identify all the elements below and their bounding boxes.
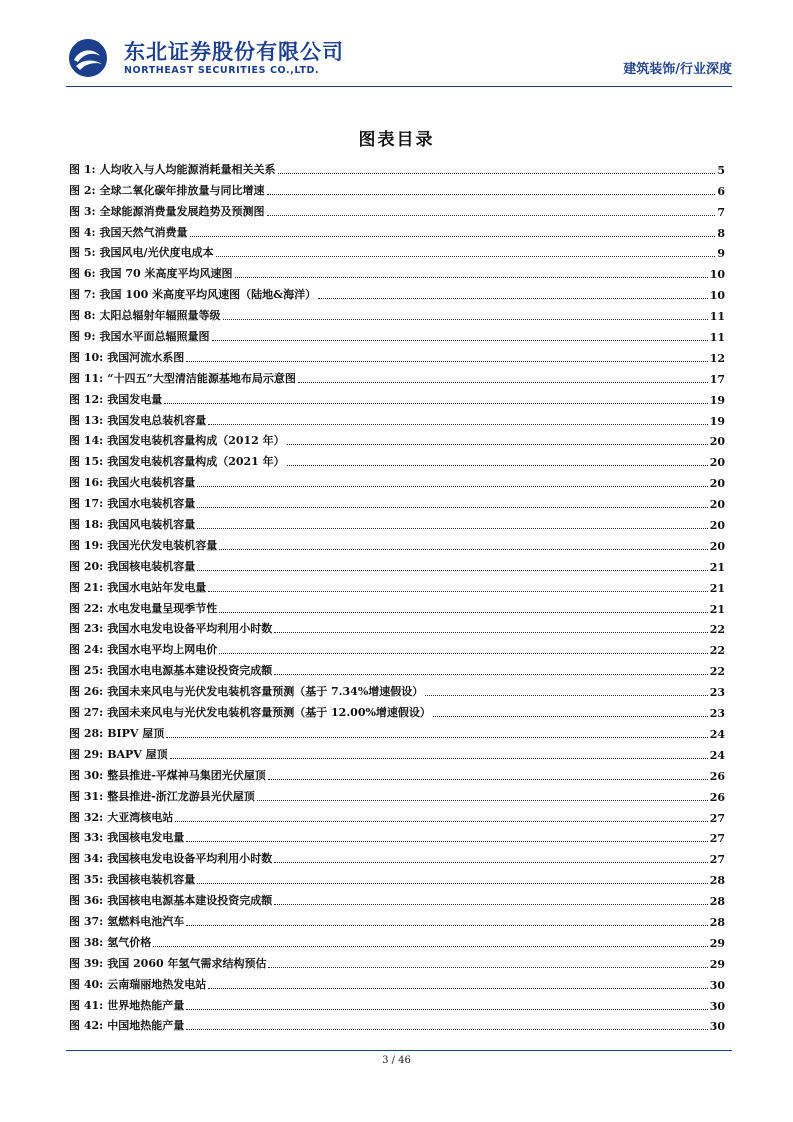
toc-entry-title: 我国水平面总辐照量图 [99, 330, 210, 344]
toc-entry[interactable] [69, 281, 725, 302]
toc-entry[interactable] [69, 699, 725, 720]
toc-entry-number: 图 30: [69, 768, 104, 782]
toc-entry[interactable] [69, 804, 725, 825]
toc-entry-title: 我国河流水系图 [107, 350, 185, 364]
toc-entry-page: 22 [709, 644, 725, 658]
toc-entry-number: 图 24: [69, 643, 104, 657]
toc-entry-page: 28 [709, 915, 725, 929]
toc-dot-leader [274, 632, 707, 633]
toc-entry-title: 云南瑞丽地热发电站 [107, 977, 207, 991]
toc-entry-number: 图 35: [69, 873, 104, 887]
toc-entry[interactable] [69, 240, 725, 261]
toc-entry-page: 20 [709, 477, 725, 491]
toc-dot-leader [197, 883, 707, 884]
toc-entry[interactable] [69, 156, 725, 177]
toc-dot-leader [164, 403, 707, 404]
toc-dot-leader [216, 256, 716, 257]
toc-entry[interactable] [69, 198, 725, 219]
toc-entry-number: 图 15: [69, 455, 104, 469]
toc-dot-leader [170, 758, 708, 759]
toc-entry-number: 图 41: [69, 998, 104, 1012]
toc-entry-title: 大亚湾核电站 [107, 810, 174, 824]
toc-dot-leader [197, 486, 707, 487]
toc-dot-leader [212, 340, 708, 341]
toc-entry[interactable] [69, 219, 725, 240]
toc-entry-number: 图 6: [69, 267, 96, 281]
toc-entry-page: 10 [709, 268, 725, 282]
toc-entry-title: 我国核电装机容量 [107, 559, 196, 573]
toc-entry-page: 5 [717, 163, 725, 177]
toc-entry-number: 图 17: [69, 497, 104, 511]
toc-entry-number: 图 12: [69, 392, 104, 406]
toc-entry-page: 20 [709, 435, 725, 449]
toc-entry-title: 全球能源消费量发展趋势及预测图 [99, 204, 265, 218]
toc-entry[interactable] [69, 929, 725, 950]
toc-entry-number: 图 3: [69, 204, 96, 218]
toc-entry-number: 图 14: [69, 434, 104, 448]
toc-entry-title: 我国核电发电设备平均利用小时数 [107, 852, 273, 866]
toc-dot-leader [208, 591, 707, 592]
toc-entry-page: 6 [717, 184, 725, 198]
toc-dot-leader [186, 361, 707, 362]
toc-entry-page: 11 [709, 310, 725, 324]
toc-entry-title: “十四五”大型清洁能源基地布局示意图 [107, 371, 296, 385]
toc-entry[interactable] [69, 553, 725, 574]
toc-entry-page: 20 [709, 519, 725, 533]
company-name-cn: 东北证券股份有限公司 [124, 40, 344, 64]
toc-entry-number: 图 31: [69, 789, 104, 803]
toc-entry[interactable] [69, 386, 725, 407]
toc-title: 图表目录 [358, 130, 435, 150]
toc-entry-number: 图 26: [69, 685, 104, 699]
toc-entry-number: 图 7: [69, 288, 96, 302]
toc-entry-page: 17 [709, 372, 725, 386]
toc-entry-title: 我国发电量 [107, 392, 163, 406]
toc-entry-title: 我国火电装机容量 [107, 476, 196, 490]
toc-entry-number: 图 8: [69, 309, 96, 323]
toc-entry[interactable] [69, 992, 725, 1013]
toc-entry-title: 整县推进-平煤神马集团光伏屋顶 [107, 768, 266, 782]
toc-dot-leader [274, 904, 707, 905]
toc-entry-number: 图 18: [69, 518, 104, 532]
toc-entry-title: 氢气价格 [107, 935, 152, 949]
toc-entry-page: 30 [709, 1020, 725, 1034]
toc-entry[interactable] [69, 783, 725, 804]
page-number: 3 / 46 [382, 1055, 411, 1066]
toc-entry-number: 图 33: [69, 831, 104, 845]
toc-entry-page: 20 [709, 456, 725, 470]
toc-dot-leader [197, 570, 707, 571]
toc-entry-page: 9 [717, 247, 725, 261]
toc-entry-number: 图 13: [69, 413, 104, 427]
toc-entry[interactable] [69, 971, 725, 992]
toc-entry[interactable] [69, 720, 725, 741]
toc-entry-number: 图 16: [69, 476, 104, 490]
toc-dot-leader [166, 737, 707, 738]
toc-dot-leader [208, 424, 707, 425]
toc-entry-title: BIPV 屋顶 [107, 726, 165, 740]
toc-entry-page: 21 [709, 602, 725, 616]
toc-entry-number: 图 38: [69, 935, 104, 949]
toc-entry[interactable] [69, 845, 725, 866]
toc-entry-title: 我国 70 米高度平均风速图 [99, 267, 233, 281]
toc-entry[interactable] [69, 344, 725, 365]
toc-entry-page: 21 [709, 581, 725, 595]
toc-entry[interactable] [69, 490, 725, 511]
toc-entry[interactable] [69, 302, 725, 323]
toc-entry[interactable] [69, 177, 725, 198]
toc-entry-title: 我国光伏发电装机容量 [107, 538, 218, 552]
toc-dot-leader [274, 674, 707, 675]
page-header [66, 32, 732, 84]
toc-entry[interactable] [69, 950, 725, 971]
toc-dot-leader [175, 821, 707, 822]
toc-dot-leader [208, 988, 707, 989]
toc-entry-page: 19 [709, 414, 725, 428]
toc-dot-leader [197, 507, 707, 508]
toc-entry-title: 我国发电装机容量构成（2012 年） [107, 434, 285, 448]
report-type-label: 建筑装饰/行业深度 [623, 62, 732, 77]
toc-dot-leader [268, 779, 708, 780]
toc-entry-number: 图 9: [69, 330, 96, 344]
toc-dot-leader [219, 549, 707, 550]
toc-entry-number: 图 2: [69, 183, 96, 197]
toc-dot-leader [318, 298, 708, 299]
toc-entry-page: 19 [709, 393, 725, 407]
company-name-en: NORTHEAST SECURITIES CO.,LTD. [124, 65, 320, 76]
toc-dot-leader [235, 277, 708, 278]
toc-entry-number: 图 32: [69, 810, 104, 824]
toc-entry[interactable] [69, 825, 725, 846]
toc-entry-page: 27 [709, 832, 725, 846]
toc-entry-title: 我国水电装机容量 [107, 497, 196, 511]
toc-entry-number: 图 29: [69, 747, 104, 761]
toc-entry[interactable] [69, 574, 725, 595]
toc-entry-number: 图 10: [69, 350, 104, 364]
toc-entry-number: 图 20: [69, 559, 104, 573]
toc-dot-leader [197, 528, 707, 529]
toc-entry-title: 氢燃料电池汽车 [107, 914, 185, 928]
toc-entry-title: 我国风电装机容量 [107, 518, 196, 532]
toc-dot-leader [219, 653, 707, 654]
toc-entry-page: 20 [709, 539, 725, 553]
toc-entry-page: 8 [717, 226, 725, 240]
toc-entry-title: 我国核电电源基本建设投资完成额 [107, 894, 273, 908]
toc-dot-leader [267, 215, 716, 216]
toc-entry-page: 23 [709, 707, 725, 721]
toc-entry-page: 27 [709, 811, 725, 825]
toc-entry-number: 图 34: [69, 852, 104, 866]
toc-entry-page: 22 [709, 623, 725, 637]
toc-entry-title: 我国水电发电设备平均利用小时数 [107, 622, 273, 636]
toc-entry[interactable] [69, 532, 725, 553]
toc-entry-title: 整县推进-浙江龙游县光伏屋顶 [107, 789, 255, 803]
toc-entry-page: 7 [717, 205, 725, 219]
toc-entry-page: 27 [709, 853, 725, 867]
toc-dot-leader [257, 800, 708, 801]
toc-entry-title: 水电发电量呈现季节性 [107, 601, 218, 615]
toc-entry[interactable] [69, 616, 725, 637]
toc-entry[interactable] [69, 511, 725, 532]
toc-entry-page: 11 [709, 331, 725, 345]
toc-entry-title: 我国发电总装机容量 [107, 413, 207, 427]
toc-entry-number: 图 1: [69, 162, 96, 176]
toc-entry[interactable] [69, 678, 725, 699]
toc-dot-leader [268, 967, 707, 968]
toc-entry[interactable] [69, 323, 725, 344]
toc-entry-number: 图 27: [69, 706, 104, 720]
toc-entry-page: 30 [709, 999, 725, 1013]
toc-entry[interactable] [69, 448, 725, 469]
toc-entry-page: 30 [709, 978, 725, 992]
toc-entry[interactable] [69, 636, 725, 657]
toc-entry-title: 我国 2060 年氢气需求结构预估 [107, 956, 267, 970]
header-divider [66, 86, 732, 87]
toc-dot-leader [223, 319, 708, 320]
toc-entry-title: 我国未来风电与光伏发电装机容量预测（基于 12.00%增速假设） [107, 706, 431, 720]
toc-dot-leader [186, 1009, 707, 1010]
toc-entry-number: 图 23: [69, 622, 104, 636]
toc-entry-number: 图 21: [69, 580, 104, 594]
toc-entry-page: 12 [709, 351, 725, 365]
toc-dot-leader [190, 236, 716, 237]
toc-entry-title: 我国 100 米高度平均风速图（陆地&海洋） [99, 288, 317, 302]
toc-entry-number: 图 5: [69, 246, 96, 260]
toc-entry-title: 我国水电电源基本建设投资完成额 [107, 664, 273, 678]
toc-entry-title: 人均收入与人均能源消耗量相关关系 [99, 162, 276, 176]
toc-dot-leader [425, 695, 707, 696]
toc-dot-leader [274, 862, 707, 863]
toc-dot-leader [267, 194, 716, 195]
toc-entry[interactable] [69, 741, 725, 762]
toc-entry-title: 我国水电平均上网电价 [107, 643, 218, 657]
toc-entry-page: 26 [709, 769, 725, 783]
toc-entry-title: 我国核电装机容量 [107, 873, 196, 887]
toc-entry-page: 29 [709, 957, 725, 971]
toc-entry-page: 24 [709, 748, 725, 762]
footer-divider [66, 1050, 732, 1051]
toc-entry-page: 24 [709, 727, 725, 741]
toc-dot-leader [433, 716, 708, 717]
toc-entry-title: 太阳总辐射年辐照量等级 [99, 309, 221, 323]
figure-table-of-contents [69, 156, 725, 1033]
toc-entry-page: 22 [709, 665, 725, 679]
toc-entry-title: 我国天然气消费量 [99, 225, 188, 239]
toc-entry-page: 10 [709, 289, 725, 303]
company-logo-icon [66, 36, 110, 80]
toc-entry[interactable] [69, 657, 725, 678]
toc-entry-page: 26 [709, 790, 725, 804]
toc-entry-title: 中国地热能产量 [107, 1019, 185, 1033]
toc-entry-number: 图 37: [69, 914, 104, 928]
toc-entry-page: 20 [709, 498, 725, 512]
toc-entry-page: 28 [709, 874, 725, 888]
toc-entry-title: 我国发电装机容量构成（2021 年） [107, 455, 285, 469]
toc-entry-number: 图 19: [69, 538, 104, 552]
toc-entry-title: 全球二氧化碳年排放量与同比增速 [99, 183, 265, 197]
toc-entry-number: 图 25: [69, 664, 104, 678]
toc-dot-leader [287, 444, 708, 445]
toc-entry-number: 图 22: [69, 601, 104, 615]
toc-entry-number: 图 28: [69, 726, 104, 740]
toc-entry-page: 28 [709, 895, 725, 909]
toc-dot-leader [298, 382, 708, 383]
toc-dot-leader [186, 841, 707, 842]
toc-dot-leader [278, 173, 716, 174]
toc-entry[interactable] [69, 762, 725, 783]
toc-dot-leader [153, 946, 707, 947]
toc-entry-title: 我国水电站年发电量 [107, 580, 207, 594]
toc-entry-title: BAPV 屋顶 [107, 747, 168, 761]
toc-dot-leader [186, 925, 707, 926]
toc-entry-title: 世界地热能产量 [107, 998, 185, 1012]
toc-entry-title: 我国风电/光伏度电成本 [99, 246, 214, 260]
toc-entry[interactable] [69, 1013, 725, 1034]
toc-entry[interactable] [69, 428, 725, 449]
toc-entry-number: 图 36: [69, 894, 104, 908]
toc-entry[interactable] [69, 260, 725, 281]
toc-dot-leader [186, 1029, 707, 1030]
toc-entry-page: 29 [709, 936, 725, 950]
toc-entry-number: 图 40: [69, 977, 104, 991]
toc-entry[interactable] [69, 365, 725, 386]
toc-entry[interactable] [69, 887, 725, 908]
toc-entry[interactable] [69, 469, 725, 490]
toc-entry[interactable] [69, 595, 725, 616]
toc-entry-title: 我国未来风电与光伏发电装机容量预测（基于 7.34%增速假设） [107, 685, 424, 699]
toc-entry[interactable] [69, 407, 725, 428]
toc-entry-number: 图 4: [69, 225, 96, 239]
toc-entry[interactable] [69, 866, 725, 887]
toc-entry-page: 21 [709, 560, 725, 574]
toc-entry-number: 图 11: [69, 371, 104, 385]
toc-entry-page: 23 [709, 686, 725, 700]
toc-entry-title: 我国核电发电量 [107, 831, 185, 845]
toc-entry-number: 图 42: [69, 1019, 104, 1033]
toc-entry[interactable] [69, 908, 725, 929]
toc-dot-leader [287, 465, 708, 466]
toc-dot-leader [219, 612, 707, 613]
toc-entry-number: 图 39: [69, 956, 104, 970]
